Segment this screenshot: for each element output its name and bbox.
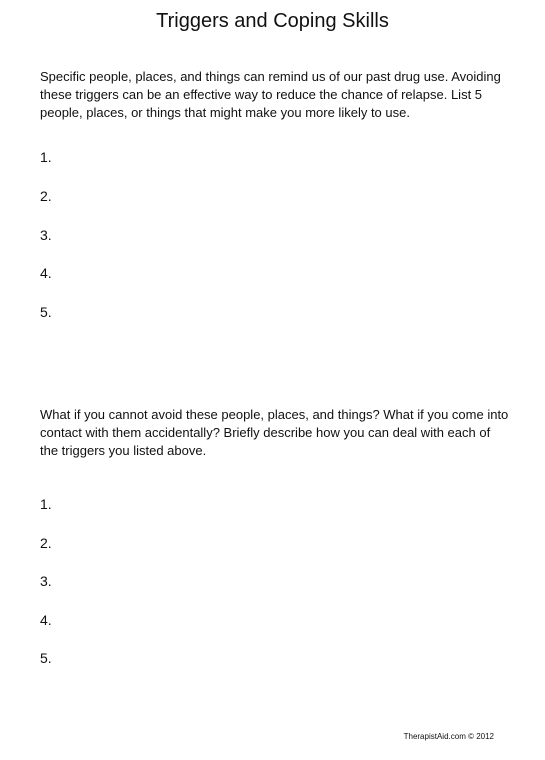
coping-item-3: 3.: [40, 573, 52, 589]
trigger-item-4: 4.: [40, 265, 52, 281]
trigger-item-2: 2.: [40, 188, 52, 204]
coping-item-1: 1.: [40, 496, 52, 512]
coping-item-4: 4.: [40, 612, 52, 628]
trigger-item-5: 5.: [40, 304, 52, 320]
coping-prompt: What if you cannot avoid these people, places, and things? What if you come into contact with them accidentally? Briefly describe how you can deal with each of the triggers you listed above.: [40, 407, 509, 458]
page-title: Triggers and Coping Skills: [156, 10, 389, 32]
trigger-item-1: 1.: [40, 149, 52, 165]
trigger-item-3: 3.: [40, 227, 52, 243]
triggers-prompt: Specific people, places, and things can remind us of our past drug use. Avoiding these triggers can be an effective way to reduce the chance of relapse. List 5 people, places, or things that might make you more likely to use.: [40, 69, 501, 120]
coping-item-2: 2.: [40, 535, 52, 551]
footer-credit: TherapistAid.com © 2012: [403, 732, 494, 741]
coping-item-5: 5.: [40, 650, 52, 666]
